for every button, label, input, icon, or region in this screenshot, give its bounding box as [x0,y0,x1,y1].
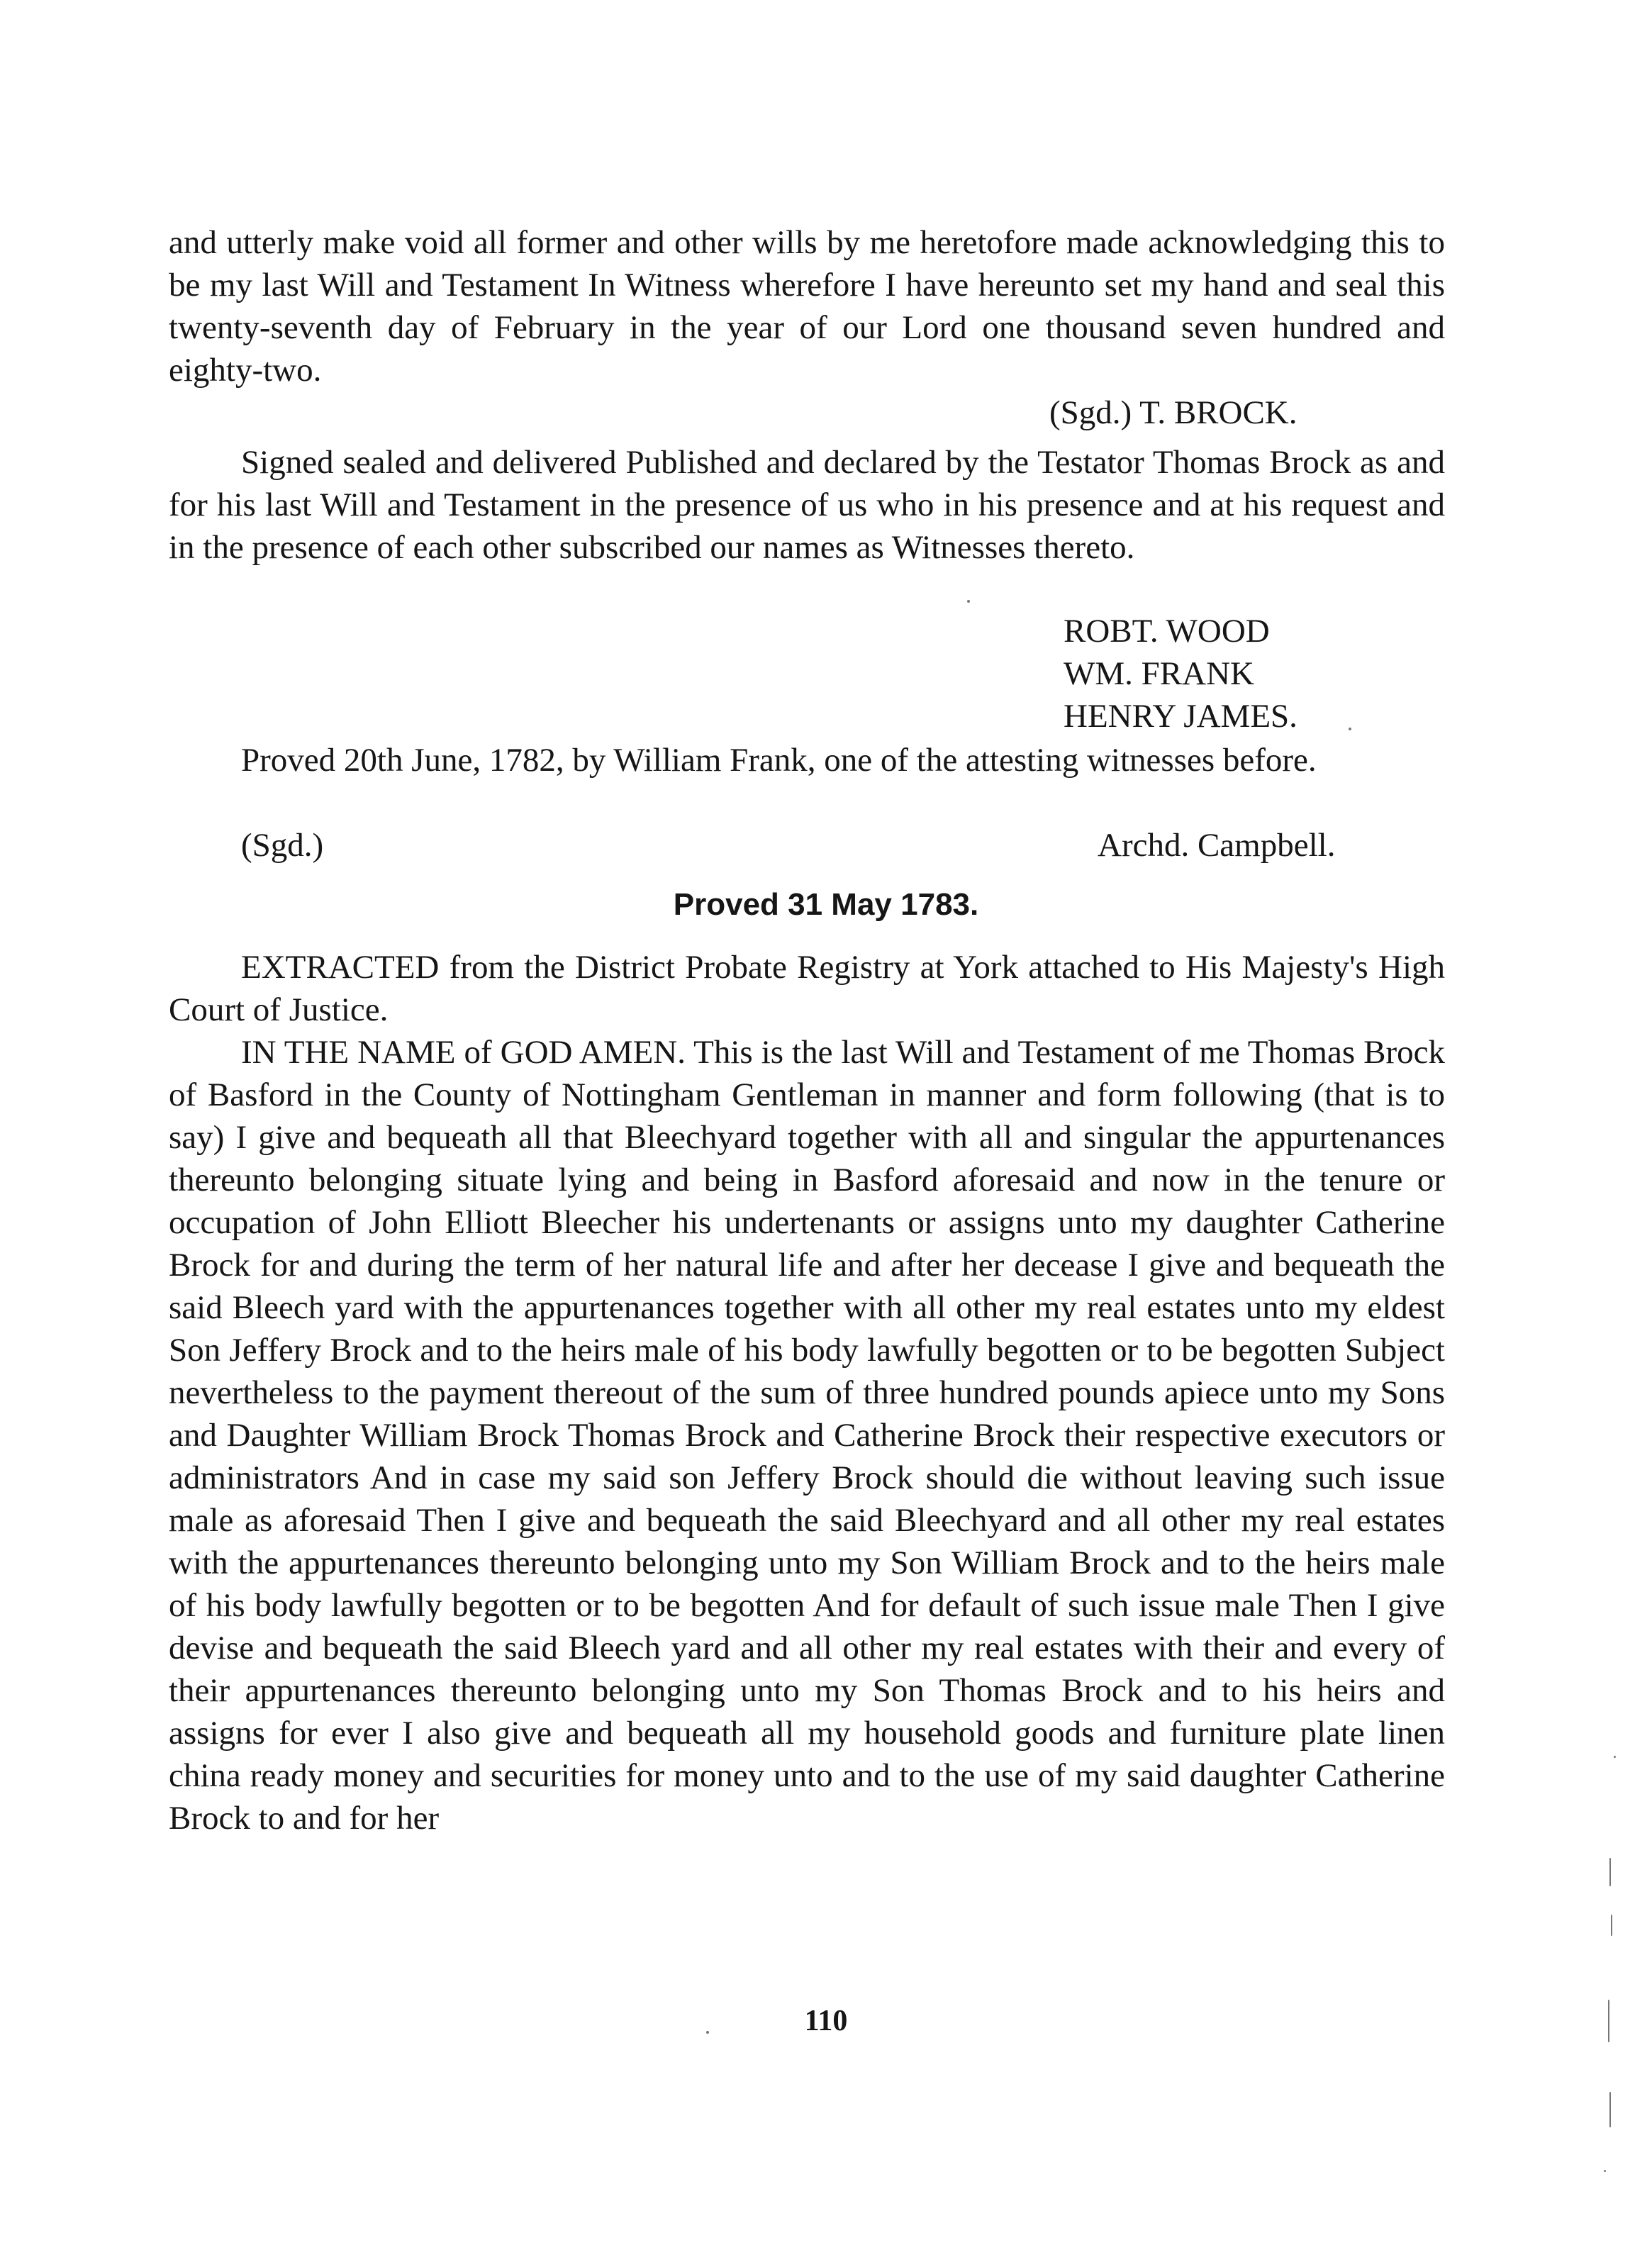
section-heading: Proved 31 May 1783. [673,887,979,922]
will-body-text: IN THE NAME of GOD AMEN. This is the last Will and Testament of me Thomas Brock of Basford in the County of Nottingham Gentleman in manner and form following (that is to say) I give and bequeath all that Bleechyard together with all and singular the appurtenances thereunto belonging situate lying and being in Basford aforesaid and now in the tenure or occupation of John Elliott Bleecher his undertenants or assigns unto my daughter Catherine Brock for and during the term of her natural life and after her decease I give and bequeath the said Bleech yard with the appurtenances together with all other my real estates unto my eldest Son Jeffery Brock and to the heirs male of his body lawfully begotten or to be begotten Subject nevertheless to the payment thereout of the sum of three hundred pounds apiece unto my Sons and Daughter William Brock Thomas Brock and Catherine Brock their respective executors or administrators And in case my said son Jeffery Brock should die without leaving such issue male as aforesaid Then I give and bequeath the said Bleechyard and all other my real estates with the appurtenances thereunto belonging unto my Son William Brock and to the heirs male of his body lawfully begotten or to be begotten And for default of such issue male Then I give devise and bequeath the said Bleech yard and all other my real estates with their and every of their appurtenances thereunto belonging unto my Son Thomas Brock and to his heirs and assigns for ever I also give and bequeath all my household goods and furniture plate linen china ready money and securities for money unto and to the use of my said daughter Catherine Brock to and for her [169,1034,1445,1837]
will-closing-paragraph: and utterly make void all former and other wills by me heretofore made acknowledging this to be my last Will and Testament In Witness wherefore I have hereunto set my hand and seal this twenty-seventh day of February in the year of our Lord one thousand seven hundred and eighty-two. [169,224,1445,389]
probate-note: Proved 20th June, 1782, by William Frank, one of the attesting witnesses before. [241,742,1317,779]
probate-official-name: Archd. Campbell. [1098,827,1336,864]
witness-list [1064,610,1297,737]
witness-name: HENRY JAMES. [1064,698,1297,735]
page-number: 110 [804,2005,848,2037]
testator-signature: (Sgd.) T. BROCK. [1049,394,1297,431]
witness-name: ROBT. WOOD [1064,613,1270,650]
attestation-clause: Signed sealed and delivered Published and declared by the Testator Thomas Brock as and for his last Will and Testament in the presence of us who in his presence and at his request and in the presence of each other subscribed our names as Witnesses thereto. [169,444,1445,566]
probate-signed-marker: (Sgd.) [241,827,324,864]
extracted-note: EXTRACTED from the District Probate Registry at York attached to His Majesty's High Court of Justice. [169,949,1445,1028]
witness-name: WM. FRANK [1064,655,1254,692]
